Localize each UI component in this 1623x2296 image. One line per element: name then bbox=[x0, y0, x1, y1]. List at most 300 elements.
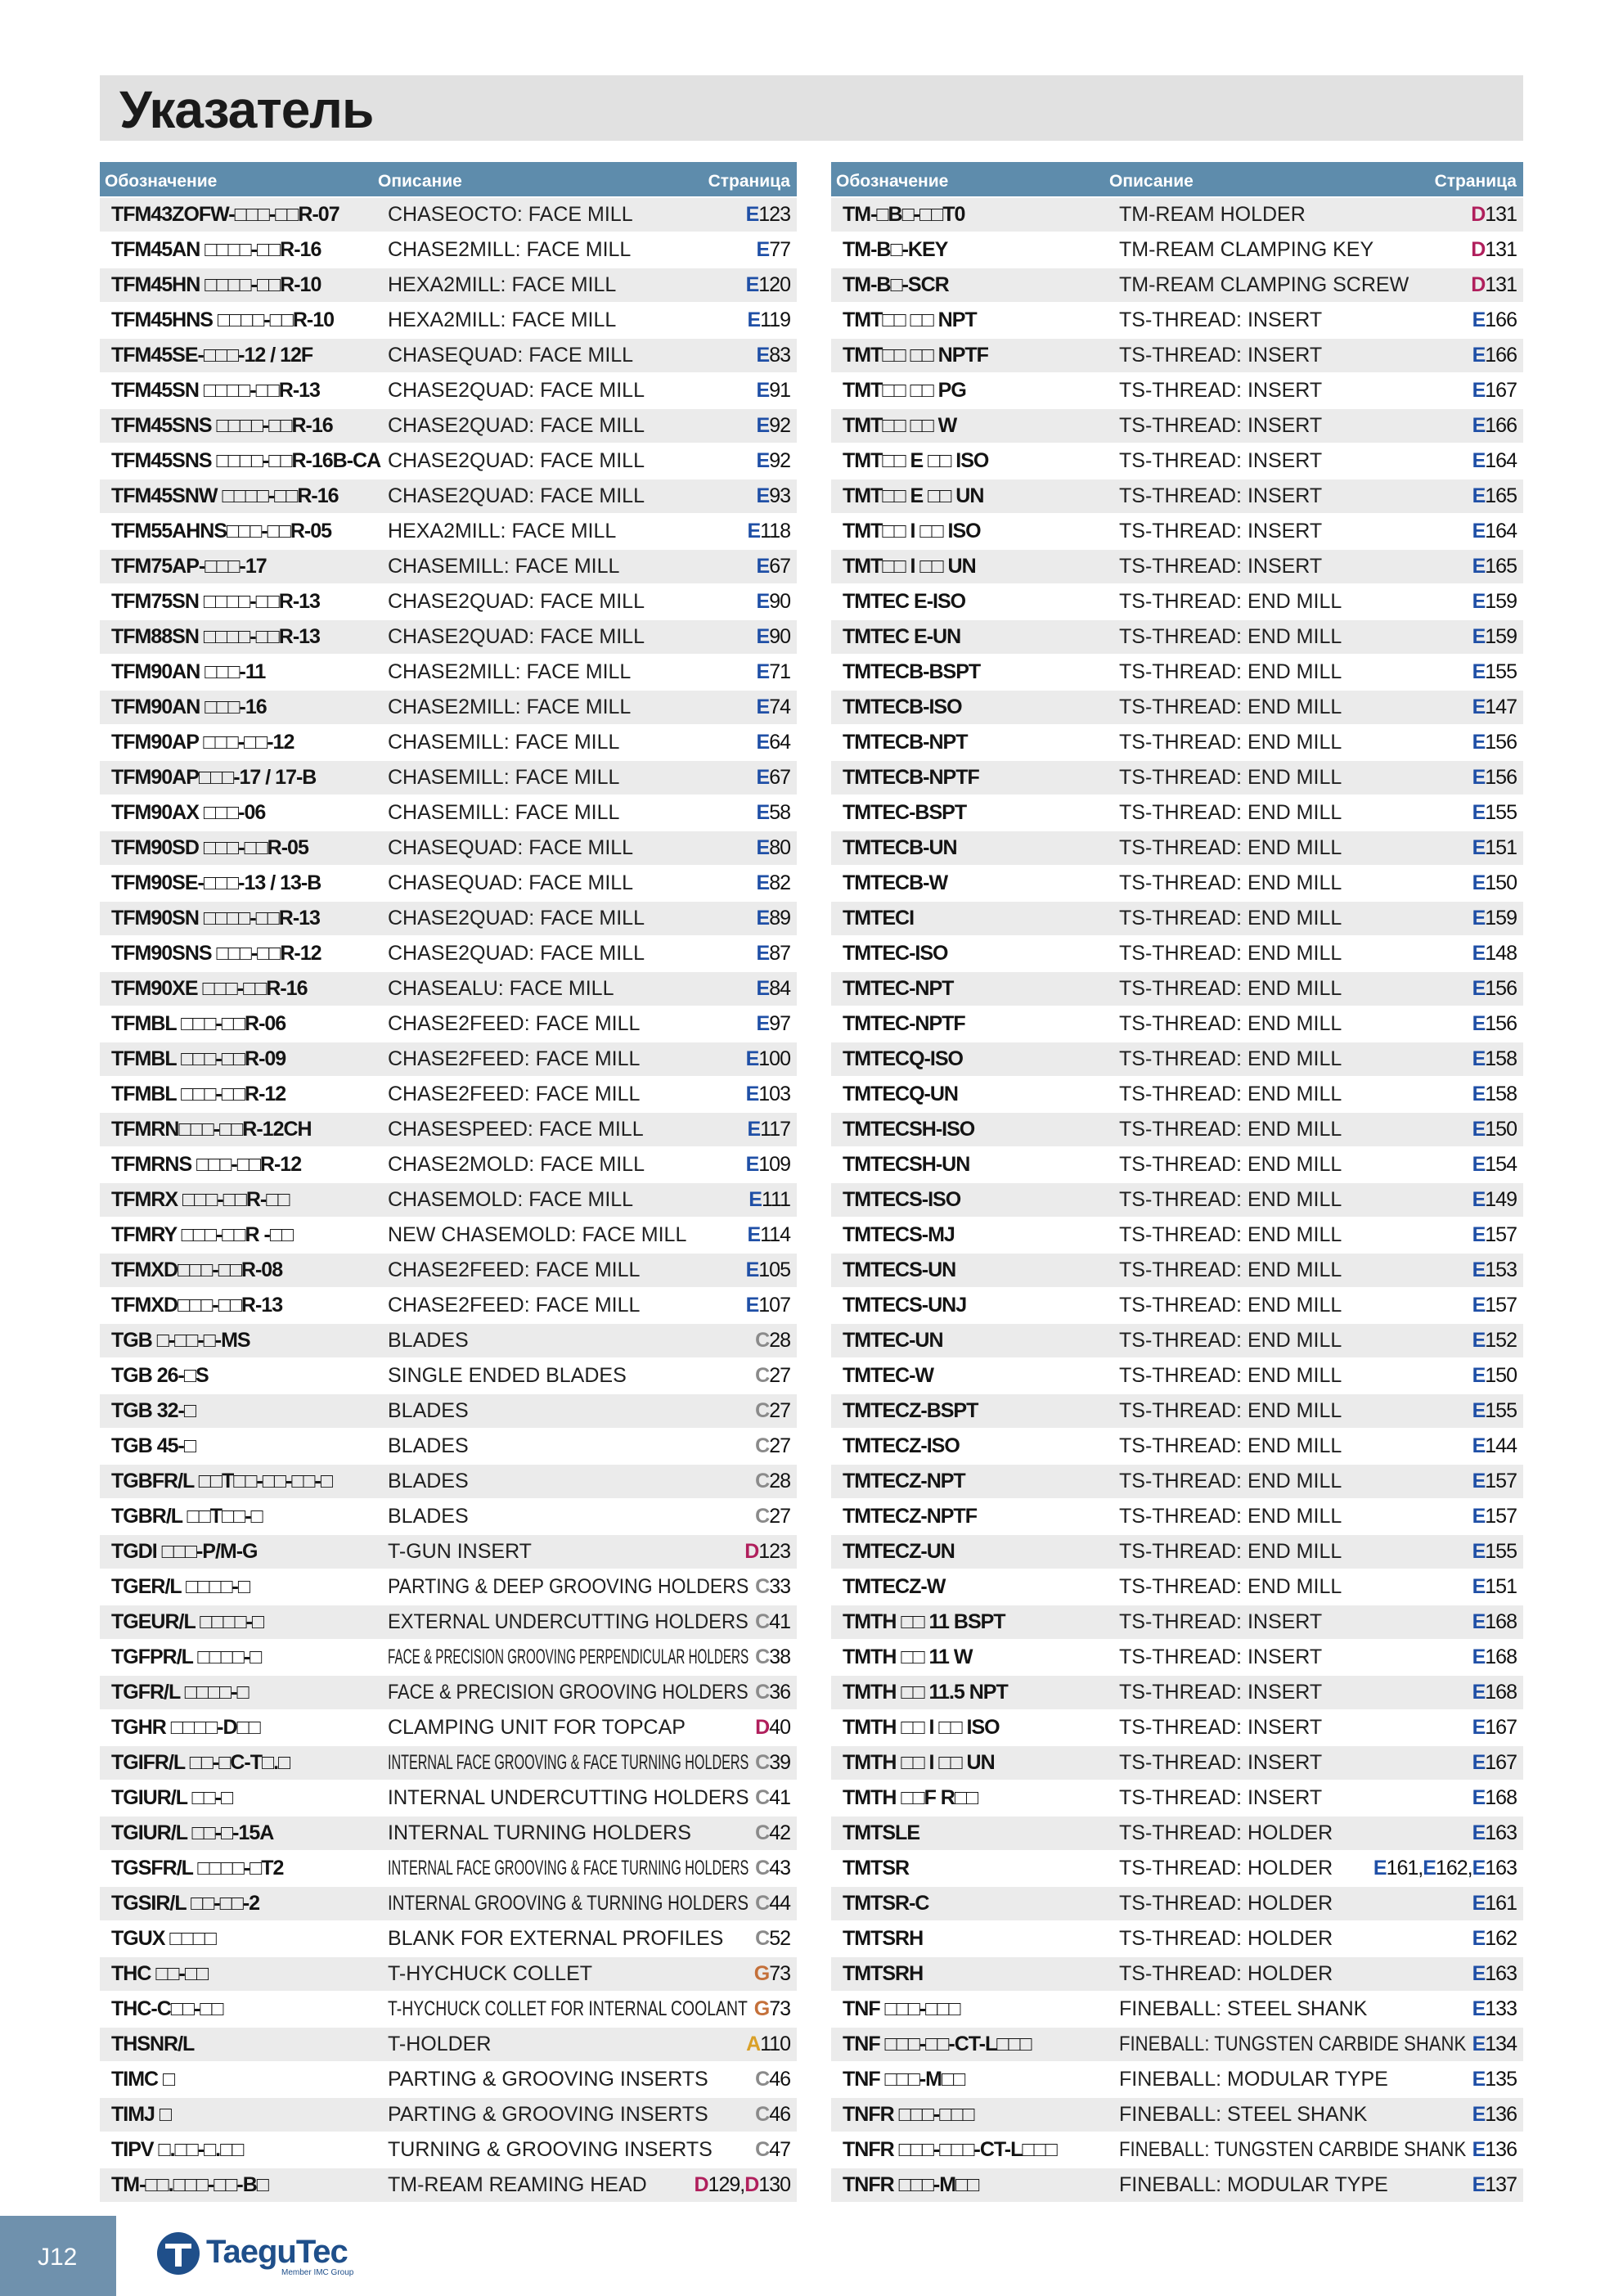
row-description: CHASE2FEED: FACE MILL bbox=[388, 1258, 641, 1281]
row-description: CHASE2QUAD: FACE MILL bbox=[388, 379, 645, 402]
section-letter: C bbox=[755, 2103, 770, 2126]
table-row bbox=[831, 2028, 1523, 2061]
header-description: Описание bbox=[1109, 172, 1194, 191]
section-letter: G bbox=[753, 1997, 770, 2020]
page-num: 58 bbox=[769, 801, 790, 824]
row-description: BLADES bbox=[388, 1399, 469, 1422]
row-code: TMTECS-MJ bbox=[843, 1223, 955, 1246]
page-num: 131 bbox=[1485, 238, 1517, 261]
row-description: TS-THREAD: END MILL bbox=[1119, 1434, 1342, 1457]
page-num: 27 bbox=[769, 1364, 790, 1387]
row-page-ref bbox=[757, 233, 791, 267]
row-description: TS-THREAD: END MILL bbox=[1119, 625, 1342, 648]
row-page-ref bbox=[1472, 1254, 1517, 1287]
row-page-ref bbox=[1471, 198, 1517, 232]
table-row bbox=[831, 1042, 1523, 1076]
row-code: TMT□□ □□ PG bbox=[843, 379, 966, 402]
row-page-ref bbox=[757, 902, 791, 935]
section-letter: E bbox=[756, 836, 770, 859]
logo-name: TaeguTec bbox=[206, 2234, 348, 2270]
row-page-ref bbox=[1472, 444, 1517, 478]
page-num: 92 bbox=[769, 449, 790, 472]
page-num: 89 bbox=[769, 907, 790, 930]
section-letter: E bbox=[745, 1153, 759, 1176]
section-letter: E bbox=[1472, 660, 1486, 683]
row-description: T-HYCHUCK COLLET bbox=[388, 1962, 593, 1985]
row-description: CLAMPING UNIT FOR TOPCAP bbox=[388, 1716, 686, 1739]
row-code: TM-B□-SCR bbox=[843, 273, 949, 296]
section-letter: C bbox=[755, 1364, 770, 1387]
section-letter: C bbox=[755, 1610, 770, 1633]
row-page-ref bbox=[1472, 867, 1517, 900]
section-letter: E bbox=[756, 625, 770, 648]
table-row bbox=[100, 761, 797, 795]
table-row bbox=[831, 409, 1523, 443]
row-page-ref bbox=[1472, 1359, 1517, 1393]
row-code: TMTECSH-ISO bbox=[843, 1118, 975, 1141]
page-num: 168 bbox=[1485, 1786, 1517, 1809]
section-letter: E bbox=[1472, 2103, 1486, 2126]
page-num: 168 bbox=[1485, 1645, 1517, 1668]
section-letter: C bbox=[755, 1892, 770, 1915]
page-num: 152 bbox=[1485, 1329, 1517, 1352]
page-num: 166 bbox=[1485, 344, 1517, 367]
page-num: 117 bbox=[760, 1118, 790, 1141]
table-row bbox=[100, 1429, 797, 1463]
row-page-ref bbox=[1472, 1781, 1517, 1815]
page-num: 80 bbox=[769, 836, 790, 859]
row-description: TS-THREAD: INSERT bbox=[1119, 484, 1323, 507]
row-code: TGBR/L □□T□□-□ bbox=[111, 1505, 263, 1528]
section-letter: C bbox=[755, 1399, 770, 1422]
page-num: 157 bbox=[1485, 1223, 1517, 1246]
row-description: INTERNAL FACE GROOVING & FACE TURNING HOLDERS bbox=[388, 1751, 749, 1774]
row-page-ref bbox=[1472, 1113, 1517, 1146]
row-code: TFM75SN □□□□-□□R-13 bbox=[111, 590, 320, 613]
page-num: 150 bbox=[1485, 1118, 1517, 1141]
page-num: 162 bbox=[1485, 1927, 1517, 1950]
row-page-ref bbox=[1472, 1394, 1517, 1428]
row-code: TMTECB-UN bbox=[843, 836, 957, 859]
row-page-ref bbox=[1472, 515, 1517, 548]
row-description: FINEBALL: STEEL SHANK bbox=[1119, 1997, 1368, 2020]
row-description: TS-THREAD: END MILL bbox=[1119, 1364, 1342, 1387]
row-page-ref bbox=[757, 550, 791, 583]
table-row bbox=[100, 902, 797, 935]
table-row bbox=[100, 374, 797, 407]
row-page-ref bbox=[1472, 1605, 1517, 1639]
section-letter: D bbox=[1471, 203, 1486, 226]
section-letter: E bbox=[1472, 1364, 1486, 1387]
section-letter: E bbox=[1472, 907, 1486, 930]
section-letter: E bbox=[1472, 1645, 1486, 1668]
row-page-ref bbox=[1472, 1746, 1517, 1780]
table-row bbox=[100, 2098, 797, 2132]
row-code: TIPV □.□□-□.□□ bbox=[111, 2138, 244, 2161]
table-row bbox=[100, 1359, 797, 1393]
row-page-ref bbox=[1472, 1957, 1517, 1991]
table-row bbox=[831, 761, 1523, 795]
section-letter: E bbox=[1472, 1118, 1486, 1141]
row-description: TS-THREAD: INSERT bbox=[1119, 1681, 1323, 1704]
row-code: TMTSR-C bbox=[843, 1892, 929, 1915]
row-description: TS-THREAD: END MILL bbox=[1119, 977, 1342, 1000]
table-row bbox=[100, 1746, 797, 1780]
page-num: 120 bbox=[758, 273, 790, 296]
row-description: CHASEMOLD: FACE MILL bbox=[388, 1188, 634, 1211]
table-row bbox=[100, 1289, 797, 1322]
section-letter: E bbox=[756, 696, 770, 718]
row-code: TMTEC E-ISO bbox=[843, 590, 966, 613]
row-code: TMTECB-NPTF bbox=[843, 766, 979, 789]
section-letter: E bbox=[1472, 1997, 1486, 2020]
section-letter: E bbox=[1472, 1329, 1486, 1352]
table-row bbox=[831, 2168, 1523, 2202]
page-num: 109 bbox=[758, 1153, 790, 1176]
section-letter: E bbox=[756, 977, 770, 1000]
table-row bbox=[100, 1007, 797, 1041]
row-code: TMTECZ-W bbox=[843, 1575, 946, 1598]
row-page-ref bbox=[746, 1042, 790, 1076]
table-row bbox=[100, 1148, 797, 1182]
row-code: TGFR/L □□□□-□ bbox=[111, 1681, 249, 1704]
table-row bbox=[831, 550, 1523, 583]
section-letter: E bbox=[1472, 871, 1486, 894]
section-letter: E bbox=[1472, 625, 1486, 648]
row-page-ref bbox=[1472, 1570, 1517, 1604]
row-page-ref bbox=[757, 409, 791, 443]
row-page-ref bbox=[757, 691, 791, 724]
page-num: 156 bbox=[1485, 1012, 1517, 1035]
row-code: TMTH □□ 11 BSPT bbox=[843, 1610, 1005, 1633]
row-page-ref bbox=[1472, 1429, 1517, 1463]
row-page-ref bbox=[744, 1535, 790, 1569]
page-num: 28 bbox=[769, 1470, 790, 1492]
row-page-ref bbox=[755, 1500, 790, 1533]
section-letter: E bbox=[1472, 1399, 1486, 1422]
row-description: TS-THREAD: END MILL bbox=[1119, 1470, 1342, 1492]
row-page-ref bbox=[757, 374, 791, 407]
row-description: T-GUN INSERT bbox=[388, 1540, 532, 1563]
table-row bbox=[831, 1324, 1523, 1357]
page-num: 155 bbox=[1485, 801, 1517, 824]
table-row bbox=[100, 1324, 797, 1357]
row-page-ref bbox=[1472, 2133, 1517, 2167]
row-code: TFMXD□□□-□□R-13 bbox=[111, 1294, 283, 1317]
row-code: TFMBL □□□-□□R-06 bbox=[111, 1012, 286, 1035]
page-num: 100 bbox=[758, 1047, 790, 1070]
section-letter: E bbox=[1472, 1575, 1486, 1598]
row-code: TFMRX □□□-□□R-□□ bbox=[111, 1188, 290, 1211]
row-page-ref bbox=[1472, 2168, 1517, 2202]
page-num: 92 bbox=[769, 414, 790, 437]
row-page-ref bbox=[694, 2168, 790, 2202]
row-description: EXTERNAL UNDERCUTTING HOLDERS bbox=[388, 1610, 749, 1633]
page-num: 156 bbox=[1485, 766, 1517, 789]
row-code: TGSFR/L □□□□-□T2 bbox=[111, 1857, 284, 1880]
page-num: 166 bbox=[1485, 308, 1517, 331]
row-code: TNF □□□-□□-CT-L□□□ bbox=[843, 2033, 1032, 2055]
row-description: TS-THREAD: END MILL bbox=[1119, 1223, 1342, 1246]
row-description: CHASE2MILL: FACE MILL bbox=[388, 696, 632, 718]
row-code: TGB 32-□ bbox=[111, 1399, 196, 1422]
page-num: 159 bbox=[1485, 907, 1517, 930]
table-row bbox=[100, 1641, 797, 1674]
table-row bbox=[100, 620, 797, 654]
row-description: CHASEMILL: FACE MILL bbox=[388, 766, 620, 789]
page-num: 156 bbox=[1485, 731, 1517, 754]
row-description: TS-THREAD: INSERT bbox=[1119, 1645, 1323, 1668]
row-description: HEXA2MILL: FACE MILL bbox=[388, 273, 617, 296]
table-row bbox=[831, 374, 1523, 407]
row-description: FACE & PRECISION GROOVING HOLDERS bbox=[388, 1681, 749, 1704]
table-row bbox=[100, 1676, 797, 1709]
row-description: TS-THREAD: INSERT bbox=[1119, 1751, 1323, 1774]
section-letter: E bbox=[747, 520, 761, 542]
row-description: CHASE2FEED: FACE MILL bbox=[388, 1047, 641, 1070]
row-code: TMT□□ □□ NPTF bbox=[843, 344, 988, 367]
row-description: TS-THREAD: INSERT bbox=[1119, 449, 1323, 472]
table-row bbox=[100, 796, 797, 830]
row-code: TFM88SN □□□□-□□R-13 bbox=[111, 625, 320, 648]
row-description: TM-REAM REAMING HEAD bbox=[388, 2173, 647, 2196]
row-code: TFM90AP□□□-17 / 17-B bbox=[111, 766, 317, 789]
title-band bbox=[100, 75, 1523, 141]
row-code: TFM90SD □□□-□□R-05 bbox=[111, 836, 308, 859]
table-row bbox=[831, 1183, 1523, 1217]
page-num: 36 bbox=[769, 1681, 790, 1704]
row-code: TGEUR/L □□□□-□ bbox=[111, 1610, 264, 1633]
row-description: TS-THREAD: INSERT bbox=[1119, 1716, 1323, 1739]
section-letter: C bbox=[755, 2138, 770, 2161]
section-letter: E bbox=[756, 1012, 770, 1035]
row-description: FINEBALL: TUNGSTEN CARBIDE SHANK bbox=[1119, 2033, 1467, 2055]
section-letter: C bbox=[755, 1505, 770, 1528]
row-page-ref bbox=[1472, 691, 1517, 724]
row-description: CHASE2QUAD: FACE MILL bbox=[388, 414, 645, 437]
section-letter: E bbox=[756, 555, 770, 578]
header-code: Обозначение bbox=[836, 172, 949, 191]
row-code: TGUX □□□□ bbox=[111, 1927, 216, 1950]
row-page-ref bbox=[1472, 479, 1517, 513]
row-code: TMTECZ-UN bbox=[843, 1540, 955, 1563]
table-row bbox=[831, 1676, 1523, 1709]
row-code: TFMXD□□□-□□R-08 bbox=[111, 1258, 283, 1281]
table-row bbox=[831, 339, 1523, 372]
row-description: BLADES bbox=[388, 1329, 469, 1352]
row-code: TFM45HNS □□□□-□□R-10 bbox=[111, 308, 335, 331]
row-description: TS-THREAD: HOLDER bbox=[1119, 1892, 1333, 1915]
row-description: CHASE2FEED: FACE MILL bbox=[388, 1294, 641, 1317]
page-num: 33 bbox=[769, 1575, 790, 1598]
row-page-ref bbox=[1472, 620, 1517, 654]
section-letter: E bbox=[1472, 1857, 1486, 1880]
table-row bbox=[100, 2133, 797, 2167]
table-row bbox=[831, 198, 1523, 232]
page-num: 150 bbox=[1485, 871, 1517, 894]
page-num: 105 bbox=[758, 1258, 790, 1281]
row-page-ref bbox=[755, 1429, 790, 1463]
row-description: CHASEQUAD: FACE MILL bbox=[388, 836, 634, 859]
row-page-ref bbox=[757, 796, 791, 830]
page-num: 168 bbox=[1485, 1681, 1517, 1704]
row-code: TMTECB-NPT bbox=[843, 731, 968, 754]
row-description: CHASE2QUAD: FACE MILL bbox=[388, 484, 645, 507]
row-page-ref bbox=[1472, 1500, 1517, 1533]
table-row bbox=[100, 1781, 797, 1815]
page-num: 167 bbox=[1485, 379, 1517, 402]
row-code: TGHR □□□□-D□□ bbox=[111, 1716, 260, 1739]
row-description: BLADES bbox=[388, 1505, 469, 1528]
page-num: 118 bbox=[760, 520, 790, 542]
table-row bbox=[831, 444, 1523, 478]
section-letter: E bbox=[1472, 1012, 1486, 1035]
section-letter: C bbox=[755, 1927, 770, 1950]
section-letter: E bbox=[756, 484, 770, 507]
row-code: TMTECZ-NPTF bbox=[843, 1505, 977, 1528]
logo-mark-icon bbox=[157, 2232, 200, 2275]
page-num: 149 bbox=[1485, 1188, 1517, 1211]
table-row bbox=[100, 585, 797, 619]
table-row bbox=[100, 1465, 797, 1498]
page-num: 93 bbox=[769, 484, 790, 507]
page-num: 46 bbox=[769, 2103, 790, 2126]
section-letter: E bbox=[1472, 449, 1486, 472]
row-page-ref bbox=[1472, 761, 1517, 795]
page-num: 168 bbox=[1485, 1610, 1517, 1633]
section-letter: E bbox=[749, 1188, 762, 1211]
table-row bbox=[100, 655, 797, 689]
section-letter: E bbox=[745, 1083, 759, 1105]
row-code: THSNR/L bbox=[111, 2033, 195, 2055]
table-row bbox=[831, 831, 1523, 865]
page-num: 27 bbox=[769, 1399, 790, 1422]
row-description: BLANK FOR EXTERNAL PROFILES bbox=[388, 1927, 724, 1950]
section-letter: E bbox=[1472, 2068, 1486, 2091]
page-num: 136 bbox=[1485, 2103, 1517, 2126]
row-page-ref bbox=[755, 1887, 790, 1920]
page-num: 159 bbox=[1485, 590, 1517, 613]
row-code: TFM90SN □□□□-□□R-13 bbox=[111, 907, 320, 930]
table-row bbox=[100, 1852, 797, 1885]
row-code: TMTECB-ISO bbox=[843, 696, 962, 718]
section-letter: E bbox=[1472, 1047, 1486, 1070]
row-code: THC □□-□□ bbox=[111, 1962, 209, 1985]
row-page-ref bbox=[1472, 1922, 1517, 1956]
page-num: 83 bbox=[769, 344, 790, 367]
table-row bbox=[831, 1922, 1523, 1956]
page-num: 155 bbox=[1485, 1540, 1517, 1563]
table-row bbox=[831, 515, 1523, 548]
page-num: 97 bbox=[769, 1012, 790, 1035]
row-code: TMT□□ I □□ UN bbox=[843, 555, 976, 578]
row-code: TFM43ZOFW-□□□-□□R-07 bbox=[111, 203, 339, 226]
row-description: SINGLE ENDED BLADES bbox=[388, 1364, 627, 1387]
row-page-ref bbox=[757, 726, 791, 759]
section-letter: C bbox=[755, 1434, 770, 1457]
page-num: 148 bbox=[1485, 942, 1517, 965]
page-num: 137 bbox=[1485, 2173, 1517, 2196]
page-num: 38 bbox=[769, 1645, 790, 1668]
section-letter: D bbox=[744, 1540, 759, 1563]
row-page-ref bbox=[755, 1465, 790, 1498]
page-num: 163 bbox=[1485, 1962, 1517, 1985]
section-letter: E bbox=[1472, 1540, 1486, 1563]
row-code: TFMRN□□□-□□R-12CH bbox=[111, 1118, 312, 1141]
page-num: 43 bbox=[769, 1857, 790, 1880]
row-page-ref bbox=[755, 1570, 790, 1604]
row-page-ref bbox=[746, 1078, 790, 1111]
row-page-ref bbox=[1472, 1676, 1517, 1709]
row-description: TS-THREAD: END MILL bbox=[1119, 1505, 1342, 1528]
section-letter: E bbox=[1472, 1434, 1486, 1457]
row-description: FINEBALL: MODULAR TYPE bbox=[1119, 2173, 1388, 2196]
page-num: 157 bbox=[1485, 1294, 1517, 1317]
row-code: TMTECZ-NPT bbox=[843, 1470, 965, 1492]
row-code: TIMJ □ bbox=[111, 2103, 171, 2126]
section-letter: E bbox=[1472, 1681, 1486, 1704]
section-letter: E bbox=[756, 801, 770, 824]
header-description: Описание bbox=[378, 172, 462, 191]
page-number: J12 bbox=[38, 2244, 78, 2271]
row-description: TS-THREAD: END MILL bbox=[1119, 1012, 1342, 1035]
row-description: TM-REAM HOLDER bbox=[1119, 203, 1306, 226]
row-description: TS-THREAD: HOLDER bbox=[1119, 1927, 1333, 1950]
section-letter: G bbox=[753, 1962, 770, 1985]
table-body bbox=[100, 198, 797, 2202]
section-letter: E bbox=[747, 308, 761, 331]
section-letter: D bbox=[1471, 238, 1486, 261]
row-code: TMTECS-ISO bbox=[843, 1188, 961, 1211]
page-num: 156 bbox=[1485, 977, 1517, 1000]
section-letter: E bbox=[1423, 1857, 1436, 1880]
row-page-ref bbox=[755, 1711, 790, 1745]
table-row bbox=[100, 550, 797, 583]
page-num: 110 bbox=[760, 2033, 790, 2055]
table-row bbox=[831, 1852, 1523, 1885]
row-page-ref bbox=[757, 831, 791, 865]
table-row bbox=[831, 1817, 1523, 1850]
row-code: TFM55AHNS□□□-□□R-05 bbox=[111, 520, 332, 542]
row-page-ref bbox=[1472, 1817, 1517, 1850]
page-num: 164 bbox=[1485, 449, 1517, 472]
row-description: TS-THREAD: END MILL bbox=[1119, 1153, 1342, 1176]
table-row bbox=[100, 937, 797, 970]
table-row bbox=[831, 972, 1523, 1006]
row-code: TGIFR/L □□-□C-T□.□ bbox=[111, 1751, 290, 1774]
table-row bbox=[100, 198, 797, 232]
row-code: TMTEC-BSPT bbox=[843, 801, 967, 824]
page-num: 52 bbox=[769, 1927, 790, 1950]
section-letter: C bbox=[755, 1575, 770, 1598]
page-num: 151 bbox=[1485, 836, 1517, 859]
row-description: CHASEQUAD: FACE MILL bbox=[388, 871, 634, 894]
table-row bbox=[100, 1500, 797, 1533]
row-description: TS-THREAD: INSERT bbox=[1119, 520, 1323, 542]
row-code: TFMBL □□□-□□R-09 bbox=[111, 1047, 286, 1070]
row-code: TMT□□ E □□ ISO bbox=[843, 449, 989, 472]
row-code: TMTEC-NPT bbox=[843, 977, 954, 1000]
page-num: 91 bbox=[769, 379, 790, 402]
row-code: TFM90AN □□□-16 bbox=[111, 696, 267, 718]
row-code: TMTEC-UN bbox=[843, 1329, 943, 1352]
row-page-ref bbox=[757, 655, 791, 689]
row-description: BLADES bbox=[388, 1470, 469, 1492]
section-letter: E bbox=[756, 238, 770, 261]
table-row bbox=[831, 1605, 1523, 1639]
row-description: PARTING & GROOVING INSERTS bbox=[388, 2068, 708, 2091]
section-letter: E bbox=[1472, 1927, 1486, 1950]
